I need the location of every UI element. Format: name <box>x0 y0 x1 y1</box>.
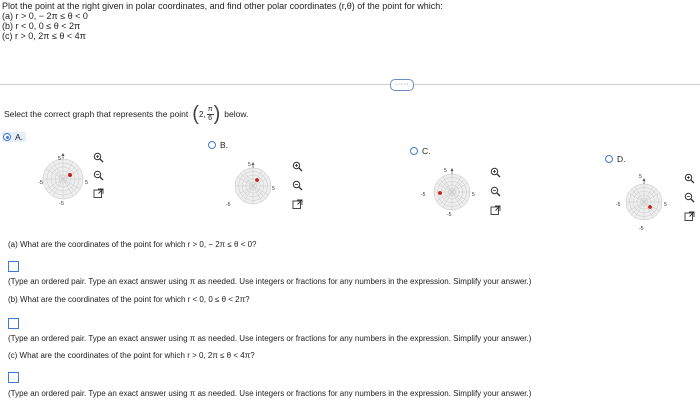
answer-hint-b: (Type an ordered pair. Type an exact answer using π as needed. Use integers or fractions for any numbers in the expression. Simplify your answer.) <box>8 334 532 343</box>
tick-left: -5 <box>226 202 231 208</box>
zoom-out-icon[interactable] <box>291 179 304 192</box>
zoom-out-icon[interactable] <box>489 185 502 198</box>
tick-top: 5 <box>639 174 642 180</box>
zoom-in-icon[interactable] <box>92 151 105 164</box>
option-c[interactable] <box>410 146 431 156</box>
tick-top: 5 <box>444 168 447 174</box>
tick-bottom: -5 <box>639 226 644 232</box>
option-a[interactable] <box>2 132 26 142</box>
zoom-in-icon[interactable] <box>683 172 696 185</box>
point-r: 2, <box>198 109 206 119</box>
polar-graph-a <box>22 148 102 210</box>
tick-right: 5 <box>472 192 475 198</box>
answer-hint-c: (Type an ordered pair. Type an exact answer using π as needed. Use integers or fractions for any numbers in the expression. Simplify your answer.) <box>8 389 532 398</box>
expand-icon[interactable] <box>291 198 304 211</box>
tick-top: 5 <box>248 162 251 168</box>
expand-icon[interactable] <box>683 210 696 223</box>
radio-d[interactable] <box>605 155 613 163</box>
zoom-in-icon[interactable] <box>489 166 502 179</box>
radio-a[interactable] <box>3 133 11 141</box>
option-c-label: C. <box>422 146 431 156</box>
theta-numerator: π <box>207 105 213 113</box>
tick-left: -5 <box>616 202 621 208</box>
option-d[interactable] <box>605 154 626 164</box>
condition-a: (a) r > 0, − 2π ≤ θ < 0 <box>2 11 88 21</box>
condition-c: (c) r > 0, 2π ≤ θ < 4π <box>2 31 86 41</box>
plotted-point <box>255 178 259 182</box>
tick-top: 5 <box>58 156 62 162</box>
tick-right: 5 <box>664 202 667 208</box>
option-d-label: D. <box>617 154 626 164</box>
expand-more-button[interactable]: ····· <box>390 79 414 91</box>
tick-bottom: -5 <box>59 201 64 207</box>
instruction-line: Plot the point at the right given in polar coordinates, and find other polar coordinates (r,θ) of the point for which: <box>2 1 443 11</box>
radio-b[interactable] <box>208 141 216 149</box>
point-theta-fraction <box>207 106 214 123</box>
tick-left: -5 <box>38 180 43 186</box>
option-a-label: A. <box>15 132 24 142</box>
answer-input-c[interactable] <box>8 372 19 383</box>
answer-input-b[interactable] <box>8 318 19 329</box>
polar-graph-d <box>614 170 674 234</box>
expand-icon[interactable] <box>489 204 502 217</box>
condition-b: (b) r < 0, 0 ≤ θ < 2π <box>2 21 81 31</box>
theta-denominator: 6 <box>208 114 213 122</box>
question-c: (c) What are the coordinates of the point for which r > 0, 2π ≤ θ < 4π? <box>8 351 255 360</box>
zoom-out-icon[interactable] <box>92 169 105 182</box>
zoom-in-icon[interactable] <box>291 160 304 173</box>
prompt-text: Select the correct graph that represents the point <box>4 109 189 119</box>
tick-right: 5 <box>272 186 275 192</box>
option-b[interactable] <box>208 140 228 150</box>
radio-c[interactable] <box>410 147 418 155</box>
tick-bottom: -5 <box>447 212 452 218</box>
answer-hint-a: (Type an ordered pair. Type an exact answer using π as needed. Use integers or fractions for any numbers in the expression. Simplify your answer.) <box>8 277 532 286</box>
prompt-text-after: below. <box>224 109 249 119</box>
section-divider <box>0 84 700 85</box>
answer-input-a[interactable] <box>8 261 19 272</box>
question-b: (b) What are the coordinates of the point for which r < 0, 0 ≤ θ < 2π? <box>8 295 250 304</box>
polar-point: ( 2, $\frac{\pi}{6}$ ) <box>192 103 221 125</box>
polar-graph-b <box>220 158 282 212</box>
graph-prompt <box>4 104 248 124</box>
question-a: (a) What are the coordinates of the point for which r > 0, − 2π ≤ θ < 0? <box>8 240 257 249</box>
tick-left: -5 <box>421 192 426 198</box>
tick-right: 5 <box>85 180 89 186</box>
zoom-out-icon[interactable] <box>683 191 696 204</box>
expand-icon[interactable] <box>92 187 105 200</box>
plotted-point <box>438 191 442 195</box>
option-b-label: B. <box>220 140 229 150</box>
polar-graph-c <box>420 164 482 218</box>
plotted-point <box>68 173 72 177</box>
plotted-point <box>648 205 652 209</box>
